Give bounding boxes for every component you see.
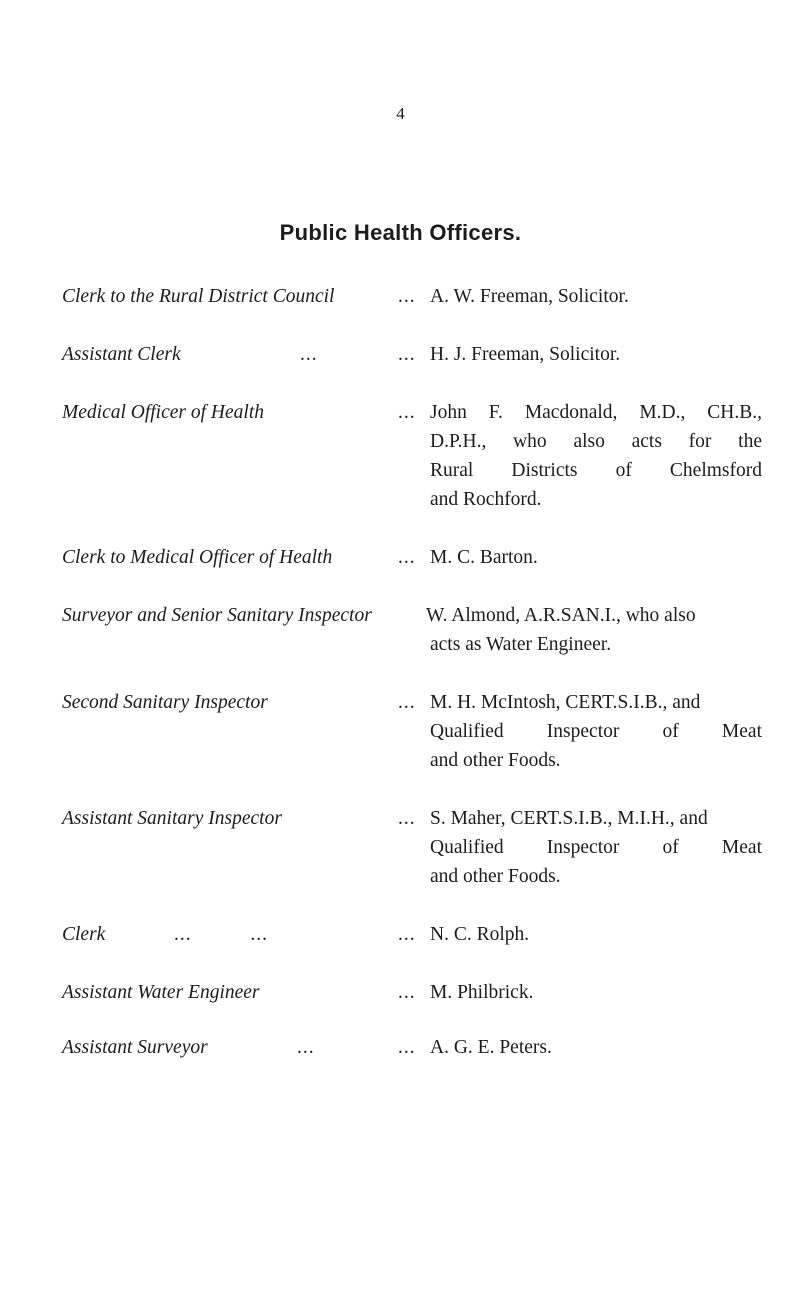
dot-leader: ... xyxy=(297,1037,315,1058)
officer-name-line: Qualified Inspector of Meat xyxy=(430,837,762,858)
dot-leader: ... xyxy=(398,1037,416,1058)
officer-name xyxy=(430,340,762,369)
officer-name xyxy=(430,398,762,514)
dot-leader: ... xyxy=(398,808,416,829)
page-title: Public Health Officers. xyxy=(279,220,522,245)
officer-role: Clerk to Medical Officer of Health xyxy=(62,547,333,568)
officer-name xyxy=(430,804,762,891)
officer-name xyxy=(430,978,762,1007)
officer-name-line: D.P.H., who also acts for the xyxy=(430,431,762,452)
dot-leader: ... xyxy=(398,402,416,423)
officer-name-line: and other Foods. xyxy=(430,866,561,887)
officer-role: Assistant Surveyor xyxy=(62,1037,208,1058)
dot-leader: ... xyxy=(398,286,416,307)
officer-name-line: A. W. Freeman, Solicitor. xyxy=(430,286,629,307)
officer-name-line: M. H. McIntosh, CERT.S.I.B., and xyxy=(430,692,701,713)
officer-name-line: H. J. Freeman, Solicitor. xyxy=(430,344,621,365)
officer-name-line: and Rochford. xyxy=(430,489,542,510)
officer-name-line: W. Almond, A.R.SAN.I., who also xyxy=(426,605,696,626)
dot-leader: ... xyxy=(398,924,416,945)
officer-role: Assistant Sanitary Inspector xyxy=(62,808,282,829)
officer-role: Clerk xyxy=(62,924,106,945)
officer-name-line: Rural Districts of Chelmsford xyxy=(430,460,762,481)
officer-name xyxy=(430,920,762,949)
officer-name xyxy=(430,1033,762,1062)
officer-role: Clerk to the Rural District Council xyxy=(62,286,335,307)
officer-name xyxy=(430,543,762,572)
officer-name-line: Qualified Inspector of Meat xyxy=(430,721,762,742)
officer-name-line: M. Philbrick. xyxy=(430,982,534,1003)
officer-name-line: A. G. E. Peters. xyxy=(430,1037,552,1058)
officer-name-line: M. C. Barton. xyxy=(430,547,538,568)
officer-role: Second Sanitary Inspector xyxy=(62,692,268,713)
dot-leader: ... xyxy=(398,344,416,365)
officer-role: Surveyor and Senior Sanitary Inspector xyxy=(62,605,372,626)
officer-name xyxy=(430,688,762,775)
officer-name-line: John F. Macdonald, M.D., CH.B., xyxy=(430,402,762,423)
officer-role: Assistant Water Engineer xyxy=(62,982,260,1003)
officer-role: Assistant Clerk xyxy=(62,344,181,365)
dot-leader: ... xyxy=(398,982,416,1003)
dot-leader: ... xyxy=(398,692,416,713)
officer-role: Medical Officer of Health xyxy=(62,402,264,423)
officer-name-line: and other Foods. xyxy=(430,750,561,771)
officer-name xyxy=(430,282,762,311)
officer-name xyxy=(426,601,758,659)
page-number: 4 xyxy=(396,104,405,123)
officer-name-line: N. C. Rolph. xyxy=(430,924,530,945)
dot-leader: ... ... xyxy=(174,924,268,945)
officer-name-line: S. Maher, CERT.S.I.B., M.I.H., and xyxy=(430,808,708,829)
dot-leader: ... xyxy=(300,344,318,365)
dot-leader: ... xyxy=(398,547,416,568)
officer-name-line: acts as Water Engineer. xyxy=(430,634,612,655)
